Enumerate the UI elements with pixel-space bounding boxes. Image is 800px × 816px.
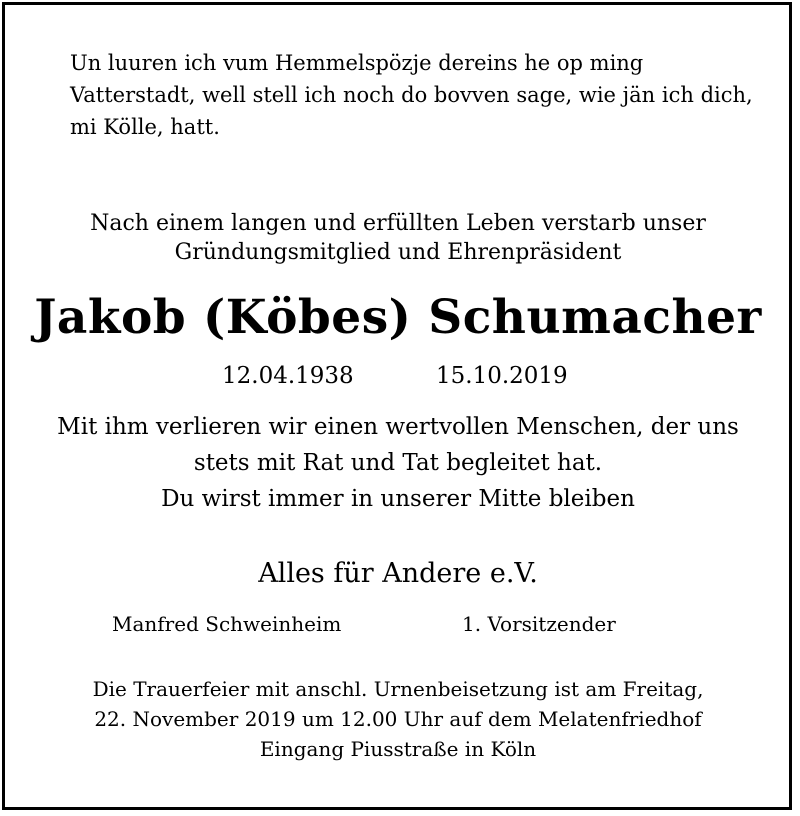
death-date: 15.10.2019 — [436, 363, 568, 389]
signer-role: 1. Vorsitzender — [462, 612, 616, 636]
organization-name: Alles für Andere e.V. — [258, 558, 538, 589]
tribute-text — [0, 409, 796, 517]
intro-line: Nach einem langen und erfüllten Leben verstarb unser — [90, 211, 706, 236]
ceremony-details — [0, 674, 796, 764]
tribute-line: Du wirst immer in unserer Mitte bleiben — [161, 486, 635, 512]
tribute-line: Mit ihm verlieren wir einen wertvollen Menschen, der uns — [57, 414, 739, 440]
intro-text — [0, 209, 796, 267]
ceremony-line: Die Trauerfeier mit anschl. Urnenbeisetzung ist am Freitag, — [92, 677, 704, 701]
dialect-poem — [70, 47, 770, 143]
signer-name: Manfred Schweinheim — [112, 612, 342, 636]
ceremony-line: 22. November 2019 um 12.00 Uhr auf dem Melatenfriedhof — [94, 707, 702, 731]
poem-line: mi Kölle, hatt. — [70, 115, 220, 139]
deceased-name: Jakob (Köbes) Schumacher — [34, 290, 762, 345]
ceremony-line: Eingang Piusstraße in Köln — [259, 737, 537, 761]
poem-line: Vatterstadt, well stell ich noch do bovven sage, wie jän ich dich, — [70, 83, 753, 107]
intro-line: Gründungsmitglied und Ehrenpräsident — [174, 240, 622, 265]
birth-date: 12.04.1938 — [222, 363, 354, 389]
tribute-line: stets mit Rat und Tat begleitet hat. — [193, 450, 603, 476]
poem-line: Un luuren ich vum Hemmelspözje dereins he op ming — [70, 51, 644, 75]
